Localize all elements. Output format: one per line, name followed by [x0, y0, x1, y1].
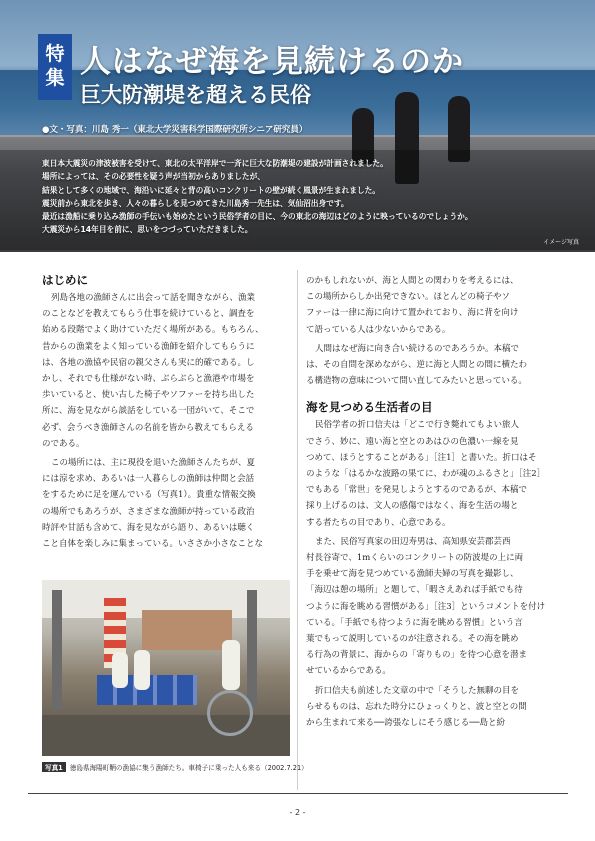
text-line: 列島各地の漁師さんに出会って話を聞きながら、漁業: [51, 293, 256, 303]
text-line: また、民俗写真家の田辺寿男は、高知県安芸郡芸西: [315, 536, 511, 547]
text-line: から生まれて来る──誇張なしにそう感じる──島と紛: [306, 718, 505, 729]
text-line: 始める段階でよく助けていただく場所がある。もちろん、: [42, 325, 264, 336]
photo-fishermen: [42, 580, 290, 756]
text-line: せているからである。: [306, 666, 391, 677]
text-line: 民俗学者の折口信夫は「どこで行き斃れてもよい旅人: [315, 420, 520, 431]
caption-tag: 写真1: [42, 762, 66, 772]
text-line: のかもしれないが、海と人間との関わりを考えるには、: [306, 276, 519, 286]
text-line: 採り上げるのは、文人の感傷ではなく、海を生活の場と: [306, 501, 519, 512]
text-line: この場所には、主に現役を退いた漁師さんたちが、夏: [51, 458, 256, 469]
text-line: をするために足を運んでいる（写真1）。貴重な情報交換: [42, 490, 256, 501]
paragraph: [306, 417, 557, 530]
text-line: つように海を眺める習慣がある」［注3］というコメントを付け: [306, 601, 546, 612]
footer-rule: [28, 793, 568, 794]
text-line: ている。「手紙でも待つように海を眺める習慣」という言: [306, 617, 523, 628]
paragraph: [306, 273, 557, 338]
text-line: 人間はなぜ海に向き合い続けるのであろうか。本稿で: [315, 343, 520, 354]
text-line: 「海辺は憩の場所」と題して、「暇さえあれば手紙でも待: [306, 585, 523, 596]
paragraph: [306, 683, 557, 732]
text-line: 所に、海を見ながら談話をしている一団がいて、そこで: [42, 406, 255, 417]
text-line: つめて、ほうとすることがある」［注1］と書いた。折口はそ: [306, 452, 537, 463]
text-line: 葉でもって説明しているのが注意される。その海を眺め: [306, 634, 519, 645]
text-line: ファーは一律に海に向けて置かれており、海に背を向け: [306, 308, 519, 319]
photo-ground: [42, 715, 290, 756]
text-line: 時評や甘話も含めて、海を見ながら語り、あるいは聴く: [42, 522, 255, 533]
text-line: でもある「常世」を発見しようとするのであるが、本稿で: [306, 485, 528, 496]
photo-person: [134, 650, 150, 690]
wheelchair-wheel: [207, 690, 253, 736]
text-line: る行為の背景に、海からの「寄りもの」を待つ心意を潜ま: [306, 650, 528, 661]
lead-line: 東日本大震災の津波被害を受けて、東北の太平洋岸で一斉に巨大な防潮堤の建設が計画されました。: [42, 159, 388, 168]
text-line: のことなどを教えてもらう仕事を続けていると、調査を: [42, 309, 255, 320]
text-line: この場所からしか出発できない。ほとんどの椅子やソ: [306, 292, 511, 303]
text-line: 昔からの漁業をよく知っている漁師を紹介してもらうに: [42, 341, 255, 352]
caption-text: 徳島県海陽町鞆の漁協に集う漁師たち。車椅子に乗った人も来る（2002.7.21）: [69, 764, 308, 772]
photo-person: [112, 652, 128, 688]
text-line: こと自体を楽しみに集まっている。いささか小さなことな: [42, 539, 264, 550]
lead-line: 最近は漁船に乗り込み漁師の手伝いも始めたという民俗学者の目に、今の東北の海辺はどのように映っているのでしょうか。: [42, 212, 473, 222]
text-line: 折口信夫も前述した文章の中で「そうした無聊の目を: [315, 685, 520, 696]
text-line: でさう、妙に、遠い海と空とのあはひの色濃い一線を見: [306, 436, 519, 447]
photo-pillar: [247, 590, 257, 710]
text-line: かし、それでも仕様がない時、ぶらぶらと漁港や市場を: [42, 374, 255, 385]
photo-caption: [42, 762, 308, 772]
column-divider: [297, 270, 298, 790]
hero-image: [0, 0, 595, 252]
photo-person: [222, 640, 240, 690]
right-column: [306, 273, 557, 731]
text-line: の場所でもあろうが、さまざまな漁師が持っている政治: [42, 506, 255, 517]
section-heading: はじめに: [42, 273, 88, 287]
lead-line: 大震災から14年目を前に、思いをつづっていただきました。: [42, 225, 253, 235]
text-line: 歩いていると、使い古した椅子やソファーを持ち出した: [42, 390, 255, 401]
feature-label: [38, 34, 72, 100]
lead-line: 結果として多くの地域で、海沿いに延々と背の高いコンクリートの壁が続く風景が生まれました。: [42, 185, 380, 195]
lead-line: 震災前から東北を歩き、人々の暮らしを見つめてきた川島秀一先生は、気仙沼出身です。: [42, 198, 349, 208]
paragraph: [306, 534, 557, 680]
text-line: る構造物の意味について問い直してみたいと思っている。: [306, 376, 527, 387]
text-line: 手を乗せて海を見つめている漁師夫婦の写真を撮影し、: [306, 569, 519, 580]
feature-label-char: 特: [45, 43, 65, 65]
photo-shop: [142, 610, 232, 650]
text-line: のような「はるかな波路の果てに、わが魂のふるさと」［注2］: [306, 469, 546, 480]
lead-text: [42, 157, 552, 237]
text-line: 村長谷寄で、1mくらいのコンクリートの防波堤の上に両: [306, 553, 524, 564]
page-subtitle: 巨大防潮堤を超える民俗: [80, 83, 311, 107]
byline: ●文・写真：川島 秀一（東北大学災害科学国際研究所シニア研究員）: [42, 125, 308, 135]
paragraph: [306, 341, 557, 390]
text-line: 必ず、会うべき漁師さんの名前を皆から教えてもらえる: [42, 422, 254, 433]
text-line: らせるものは、忘れた時分にひょっくりと、波と空との間: [306, 701, 527, 712]
page-number: - 2 -: [289, 808, 306, 817]
lead-line: 場所によっては、その必要性を疑う声が当初からありましたが、: [42, 172, 265, 182]
text-line: のである。: [42, 438, 85, 449]
feature-label-char: 集: [45, 67, 65, 89]
page-title: 人はなぜ海を見続けるのか: [80, 44, 464, 80]
paragraph: [42, 290, 290, 452]
text-line: する者たちの目であり、心意である。: [306, 517, 451, 528]
text-line: て語っている人は少ないからである。: [306, 324, 451, 335]
text-line: は、その自問を深めながら、逆に海と人間との間に横たわ: [306, 360, 528, 371]
paragraph: [42, 455, 290, 552]
left-column: [42, 270, 290, 552]
image-note: イメージ写真: [543, 239, 579, 246]
section-heading: 海を見つめる生活者の目: [306, 400, 433, 415]
photo-pillar: [52, 590, 62, 710]
text-line: には涼を求め、あるいは一人暮らしの漁師は仲間と会話: [42, 474, 255, 485]
text-line: は、各地の漁協や民宿の親父さんも実に的確である。し: [42, 357, 255, 368]
